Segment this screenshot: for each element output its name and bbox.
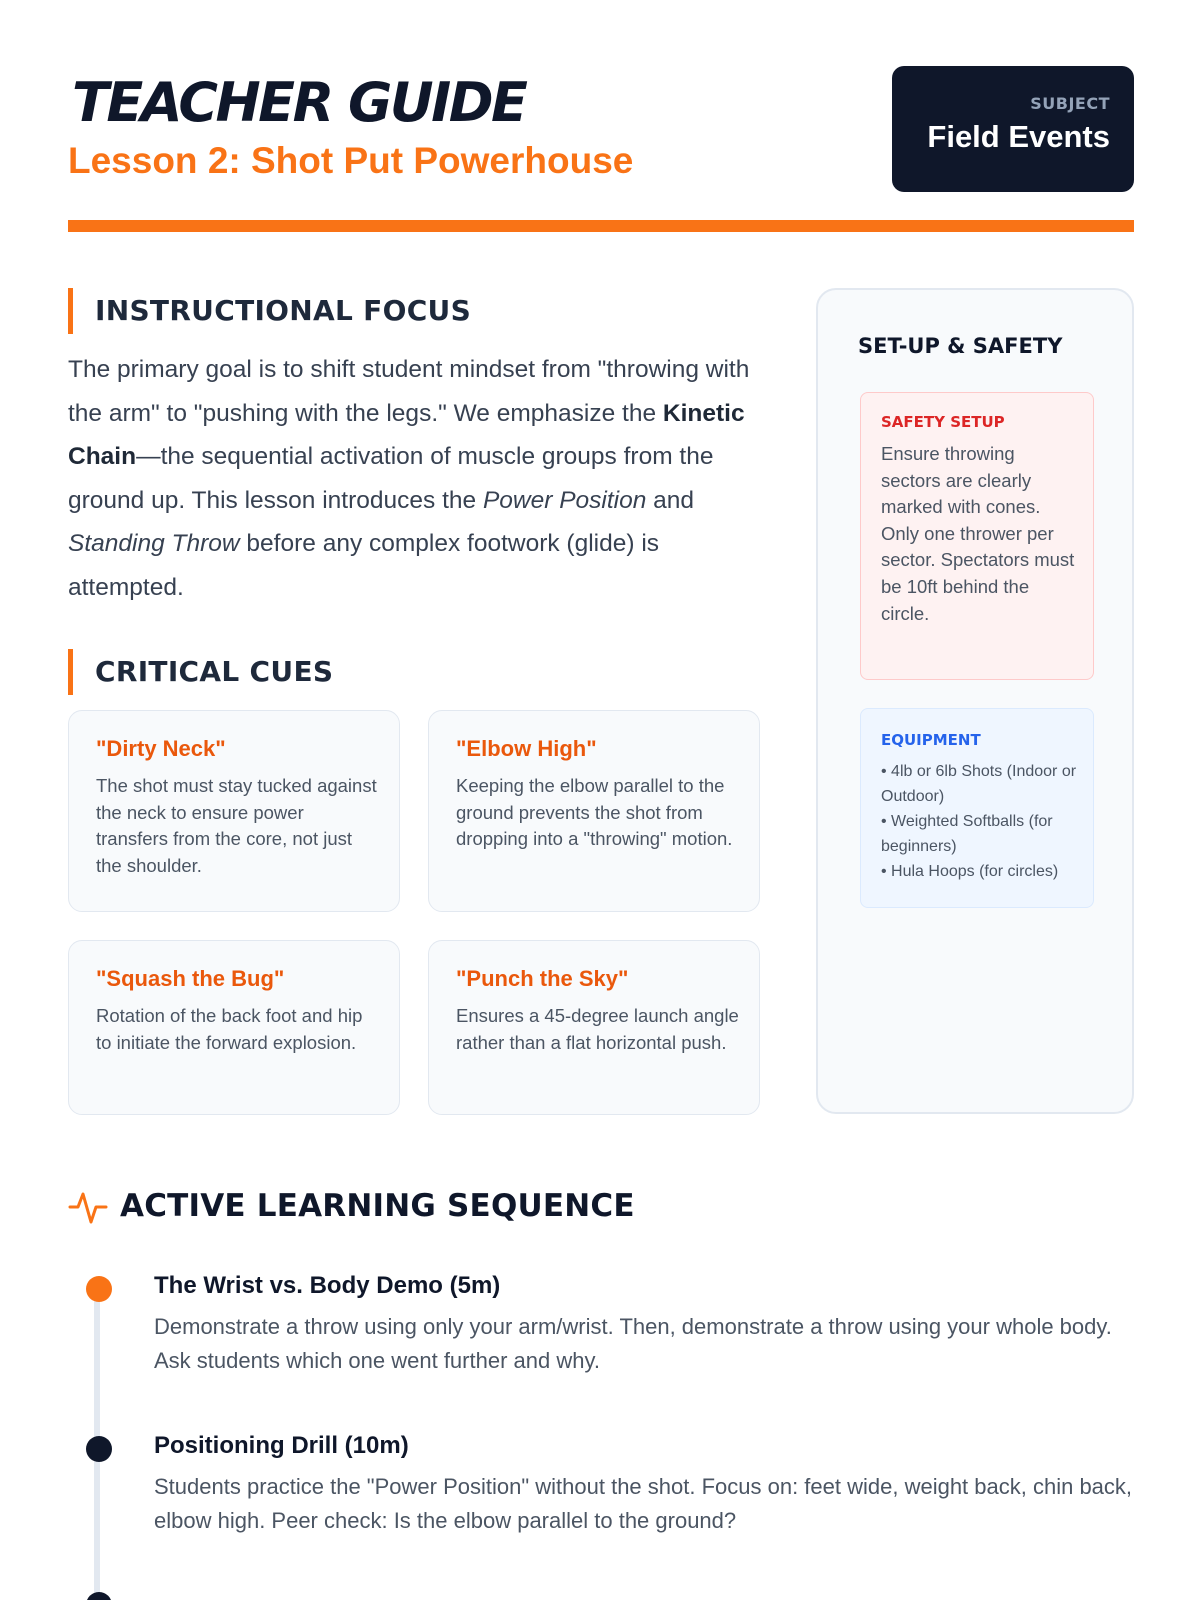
step-description: Demonstrate a throw using only your arm/wrist. Then, demonstrate a throw using your whole body. Ask students which one went further and why. [154,1314,1112,1373]
pulse-icon [68,1186,108,1226]
cue-card-elbow-high [428,710,760,912]
step-title: Positioning Drill (10m) [154,1432,409,1459]
equipment-item: • Hula Hoops (for circles) [881,863,1059,880]
active-learning-title: ACTIVE LEARNING SEQUENCE [120,1188,635,1224]
page-header [68,66,1134,236]
cue-title: "Dirty Neck" [96,736,226,761]
cue-card-punch-the-sky [428,940,760,1115]
equipment-list [881,759,1079,884]
safety-setup-box [860,392,1094,680]
step-title: The Wrist vs. Body Demo (5m) [154,1272,501,1299]
subject-value: Field Events [927,119,1110,154]
focus-text-part: The primary goal is to shift student mindset from "throwing with the arm" to "pushing with the legs." We emphasize the [68,356,750,427]
cue-description: The shot must stay tucked against the neck to ensure power transfers from the core, not just the shoulder. [96,775,377,876]
instructional-focus-heading: INSTRUCTIONAL FOCUS [68,288,471,334]
subject-label: SUBJECT [1030,94,1110,113]
step-dot-icon [86,1592,112,1600]
cue-description: Rotation of the back foot and hip to initiate the forward explosion. [96,1005,363,1053]
kinetic-chain-term: Kinetic Chain [68,399,745,470]
subject-badge [892,66,1134,192]
cue-card-squash-the-bug [68,940,400,1115]
equipment-box [860,708,1094,908]
sidebar-title: SET-UP & SAFETY [858,334,1063,358]
header-divider [68,220,1134,232]
cue-card-dirty-neck [68,710,400,912]
step-dot-icon [86,1276,112,1302]
step-description: Students practice the "Power Position" without the shot. Focus on: feet wide, weight back, chin back, elbow high. Peer check: Is the elbow parallel to the ground? [154,1474,1133,1533]
focus-text-part: —the sequential activation of muscle groups from the ground up. This lesson introduces the [68,443,714,514]
critical-cues-heading: CRITICAL CUES [68,649,333,695]
setup-safety-sidebar [816,288,1134,1114]
equipment-label: EQUIPMENT [881,731,981,749]
active-learning-heading [68,1184,635,1228]
equipment-item: • Weighted Softballs (for beginners) [881,813,1053,855]
cue-title: "Elbow High" [456,736,597,761]
focus-text-part: and [646,486,695,514]
cue-description: Ensures a 45-degree launch angle rather than a flat horizontal push. [456,1005,739,1053]
power-position-term: Power Position [482,486,647,514]
page-title: TEACHER GUIDE [72,71,526,134]
focus-text-part: before any complex footwork (glide) is attempted. [68,530,660,601]
cue-description: Keeping the elbow parallel to the ground prevents the shot from dropping into a "throwing" motion. [456,775,733,850]
standing-throw-term: Standing Throw [68,530,240,557]
equipment-item: • 4lb or 6lb Shots (Indoor or Outdoor) [881,763,1077,805]
safety-setup-label: SAFETY SETUP [881,413,1005,431]
lesson-title: Lesson 2: Shot Put Powerhouse [68,140,634,181]
cue-title: "Punch the Sky" [456,966,629,991]
step-dot-icon [86,1436,112,1462]
cue-title: "Squash the Bug" [96,966,285,991]
instructional-focus-text [68,348,768,609]
safety-setup-text: Ensure throwing sectors are clearly marked with cones. Only one thrower per sector. Spectators must be 10ft behind the circle. [881,443,1075,624]
